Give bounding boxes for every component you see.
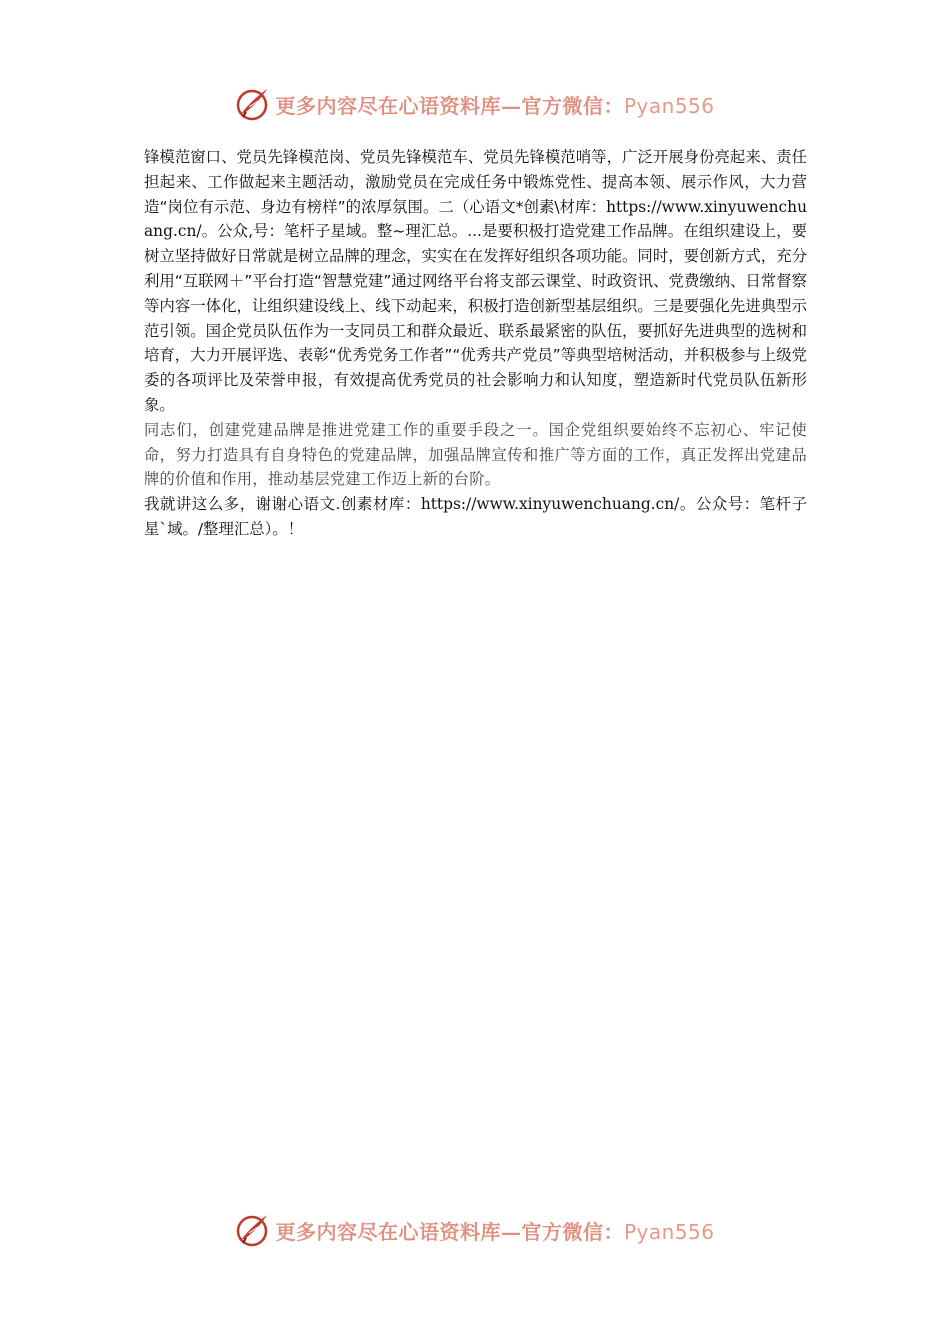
quill-pen-seal-icon: [235, 1212, 271, 1248]
body-paragraph-2: 同志们，创建党建品牌是推进党建工作的重要手段之一。国企党组织要始终不忘初心、牢记使命，努力打造具有自身特色的党建品牌，加强品牌宣传和推广等方面的工作，真正发挥出党建品牌的价值和作用，推动基层党建工作迈上新的台阶。: [144, 420, 807, 489]
quill-pen-seal-icon: [235, 86, 271, 122]
paragraph-3-url: https://www.xinyuwenchuang.cn/: [420, 495, 680, 514]
paragraph-1-text-b: 。公众,号：笔杆子星域。整~理汇总。...是要积极打造党建工作品牌。在组织建设上，要树立坚持做好日常就是树立品牌的理念，实实在在发挥好组织各项功能。同时，要创新方式，充分利用“互联网＋”平台打造“智慧党建”通过网络平台将支部云课堂、时政资讯、党费缴纳、日常督察等内容一体化，让组织建设线上、线下动起来，积极打造创新型基层组织。三是要强化先进典型示范引领。国企党员队伍作为一支同员工和群众最近、联系最紧密的队伍，要抓好先进典型的选树和培育，大力开展评选、表彰“优秀党务工作者”“优秀共产党员”等典型培树活动，并积极参与上级党委的各项评比及荣誉申报，有效提高优秀党员的社会影响力和认知度，塑造新时代党员队伍新形象。: [144, 222, 807, 414]
document-body: [144, 145, 807, 542]
footer-banner-title: 更多内容尽在心语资料库—官方微信：: [275, 1219, 624, 1244]
body-paragraph-3: [144, 492, 807, 542]
header-watermark-banner: [0, 82, 950, 126]
footer-watermark-banner: [0, 1208, 950, 1252]
footer-banner-text: [275, 1216, 714, 1245]
paragraph-3-text-a: 我就讲这么多，谢谢心语文.创素材库：: [144, 495, 421, 514]
paragraph-1-text-a: 锋模范窗口、党员先锋模范岗、党员先锋模范车、党员先锋模范哨等，广泛开展身份亮起来、责任担起来、工作做起来主题活动，激励党员在完成任务中锻炼党性、提高本领、展示作风，大力营造“岗位有示范、身边有榜样”的浓厚氛围。二（心语文*创素\材库：: [144, 148, 807, 216]
footer-banner-wechat-id: Pyan556: [623, 1219, 715, 1244]
header-banner-text: [275, 90, 714, 119]
paragraph-1-url: https://www.xinyuwenchuang.cn/: [144, 197, 807, 241]
header-banner-wechat-id: Pyan556: [623, 93, 715, 118]
paragraph-3-text-b: 。公众号：笔杆子星`域。/整理汇总）。！: [144, 495, 807, 538]
header-banner-title: 更多内容尽在心语资料库—官方微信：: [275, 93, 624, 118]
body-paragraph-1: [144, 145, 807, 418]
